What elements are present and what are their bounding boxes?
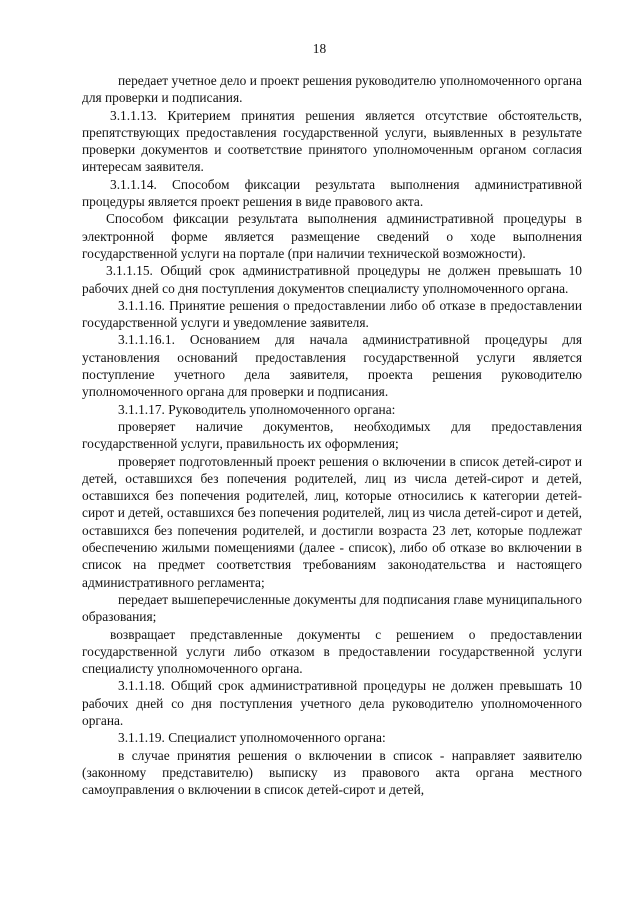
paragraph: Способом фиксации результата выполнения административной процедуры в электронной форме является размещение сведений о ходе выполнения государственной услуги на портале (при наличии технической возможности).	[82, 211, 582, 261]
paragraph: 3.1.1.16.1. Основанием для начала административной процедуры для установления оснований предоставления государственной услуги является поступление учетного дела заявителя, проекта решения руководителю уполномоченного органа для проверки и подписания.	[82, 332, 582, 400]
paragraph: возвращает представленные документы с решением о предоставлении государственной услуги либо отказом в предоставлении государственной услуги специалисту уполномоченного органа.	[82, 626, 582, 677]
page-number: 18	[312, 41, 327, 56]
paragraph: передает учетное дело и проект решения руководителю уполномоченного органа для проверки и подписания.	[82, 73, 582, 106]
paragraph: 3.1.1.19. Специалист уполномоченного органа:	[118, 730, 386, 746]
paragraph: 3.1.1.15. Общий срок административной процедуры не должен превышать 10 рабочих дней со дня поступления документов специалисту уполномоченного органа.	[82, 263, 582, 296]
paragraph: проверяет подготовленный проект решения о включении в список детей-сирот и детей, оставшихся без попечения родителей, лиц из числа детей-сирот и детей, оставшихся без попечения родителей, лиц, которые относились к категории детей-сирот и детей, оставшихся без попечения родителей, лиц из числа детей-сирот и детей, оставшихся без попечения родителей, и достигли возраста 23 лет, которые подлежат обеспечению жилыми помещениями (далее - список), либо об отказе во включении в список на предмет соответствия требованиям законодательства и настоящего административного регламента;	[82, 453, 582, 590]
document-body	[82, 72, 582, 798]
paragraph: 3.1.1.18. Общий срок административной процедуры не должен превышать 10 рабочих дней со дня поступления учетного дела руководителю уполномоченного органа.	[82, 678, 582, 728]
paragraph: 3.1.1.17. Руководитель уполномоченного органа:	[118, 401, 396, 417]
paragraph: передает вышеперечисленные документы для подписания главе муниципального образования;	[82, 591, 582, 625]
paragraph: проверяет наличие документов, необходимых для предоставления государственной услуги, правильность их оформления;	[82, 418, 582, 452]
paragraph: 3.1.1.14. Способом фиксации результата выполнения административной процедуры является проект решения в виде правового акта.	[82, 176, 582, 210]
paragraph: 3.1.1.16. Принятие решения о предоставлении либо об отказе в предоставлении государственной услуги и уведомление заявителя.	[82, 297, 582, 331]
paragraph: в случае принятия решения о включении в список - направляет заявителю (законному представителю) выписку из правового акта органа местного самоуправления о включении в список детей-сирот и детей,	[82, 747, 582, 798]
paragraph: 3.1.1.13. Критерием принятия решения является отсутствие обстоятельств, препятствующих предоставления государственной услуги, выявленных в результате проверки документов и соответствие принятого уполномоченным органом согласия интересам заявителя.	[82, 107, 582, 175]
